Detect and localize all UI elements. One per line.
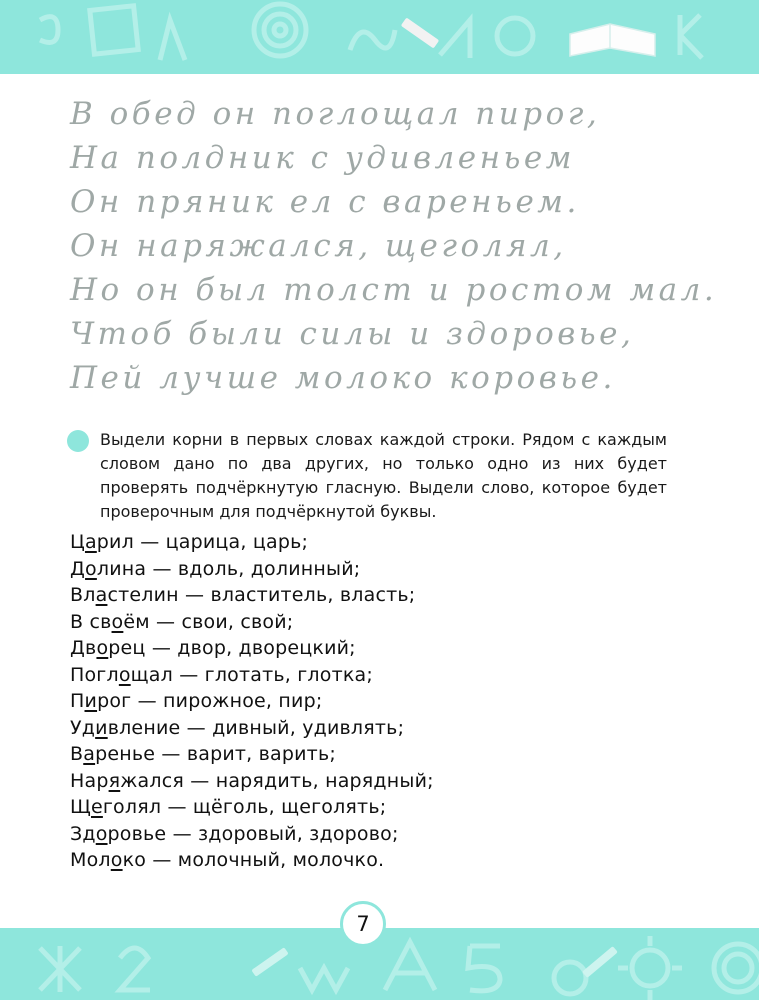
check-words: — свои, свой; [149,610,294,633]
check-words: — вдоль, долинный; [146,557,361,580]
header-decoration-icon [0,0,759,74]
check-words: — щёголь, щеголять; [161,796,387,818]
underlined-vowel: о [118,663,131,686]
list-item [70,741,434,768]
list-item [70,582,434,609]
poem-line: Он пряник ел с вареньем. [70,184,580,220]
word-part: Вл [70,584,96,606]
list-item [70,847,434,874]
underlined-vowel: и [84,690,98,712]
underlined-vowel: а [95,584,108,606]
poem-line: В обед он поглощал пирог, [70,96,601,132]
word-part: голял [102,796,162,818]
word-part: рец [108,637,146,659]
list-item [70,688,434,715]
bullet-icon [67,430,89,452]
check-words: — молочный, молочко. [146,849,385,871]
word-part: Зд [70,822,96,845]
word-part: ренье [95,743,156,765]
list-item [70,794,434,821]
word-part: ём [123,610,150,633]
underlined-vowel: я [108,769,121,792]
word-part: В [70,743,84,765]
underlined-vowel: о [95,822,108,845]
word-list [70,529,434,874]
check-words: — варит, варить; [155,743,336,765]
poem-line: Чтоб были силы и здоровье, [70,316,635,352]
word-part: Д [70,557,86,580]
list-item [70,768,434,795]
word-part: Мол [70,849,111,871]
check-words: — царица, царь; [133,531,309,553]
word-part: жался [120,769,185,792]
header-band [0,0,759,74]
underlined-vowel: о [85,557,97,580]
list-item [70,635,434,662]
underlined-vowel: а [83,743,96,765]
word-part: Нар [70,769,109,792]
word-part: Дв [70,637,97,659]
check-words: — здоровый, здорово; [166,822,399,845]
check-words: — дивный, удивлять; [180,716,405,739]
word-part: вление [107,716,181,739]
page-number: 7 [340,901,386,947]
word-part: рог [97,690,132,712]
word-part: ко [122,849,147,871]
list-item [70,556,434,583]
check-words: — двор, дворецкий; [145,637,356,659]
check-words: — властитель, власть; [178,584,416,606]
underlined-vowel: и [95,716,108,739]
list-item [70,662,434,689]
poem-line: На полдник с удивленьем [70,140,575,176]
word-part: стелин [107,584,179,606]
word-part: В св [70,610,112,633]
list-item [70,715,434,742]
list-item [70,529,434,556]
word-part: щал [130,663,173,686]
word-part: ровье [107,822,167,845]
check-words: — глотать, глотка; [172,663,373,686]
underlined-vowel: о [110,849,123,871]
word-part: Уд [70,716,96,739]
list-item [70,821,434,848]
poem-line: Но он был толст и ростом мал. [70,272,718,308]
task-text: Выдели корни в первых словах каждой строки. Рядом с каждым словом дано по два других, но только одно из них будет проверять подчёркнутую гласную. Выдели слово, которое будет проверочным для подчёркнутой буквы. [100,430,667,521]
check-words: — пирожное, пир; [131,690,323,712]
list-item [70,609,434,636]
task-instruction [67,428,667,524]
word-part: Щ [70,796,91,818]
word-part: рил [96,531,134,553]
poem-line: Пей лучше молоко коровье. [70,360,616,396]
handwritten-poem [70,92,730,400]
underlined-vowel: е [90,796,103,818]
underlined-vowel: а [84,531,97,553]
word-part: П [70,690,85,712]
word-part: Погл [70,663,119,686]
word-part: лина [96,557,147,580]
poem-line: Он наряжался, щеголял, [70,228,567,264]
underlined-vowel: о [111,610,124,633]
word-part: Ц [70,531,85,553]
underlined-vowel: о [96,637,109,659]
check-words: — нарядить, нарядный; [184,769,434,792]
